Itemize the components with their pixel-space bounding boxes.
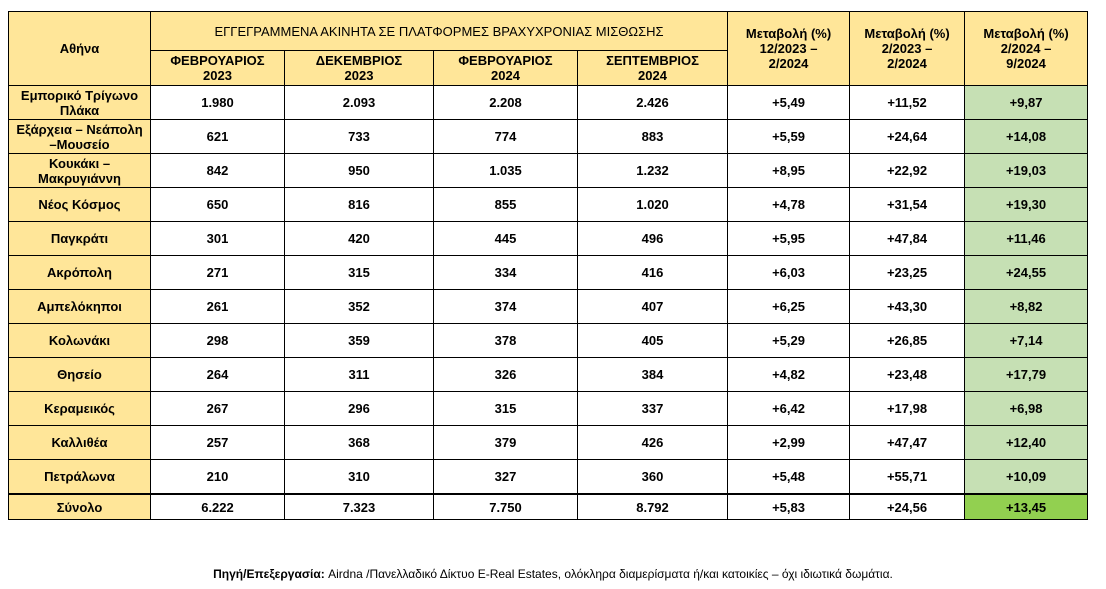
- change-header-range2: 2/2024: [768, 56, 809, 71]
- value-feb-2023: 264: [151, 358, 285, 392]
- value-feb-2024: 774: [434, 120, 578, 154]
- value-feb-2024: 2.208: [434, 86, 578, 120]
- table-body: [9, 86, 1088, 520]
- change-feb23-feb24: +11,52: [850, 86, 965, 120]
- change-feb24-sep24: +19,03: [965, 154, 1088, 188]
- change-header-label: Μεταβολή (%): [745, 26, 832, 41]
- value-feb-2024: 315: [434, 392, 578, 426]
- value-feb-2023: 621: [151, 120, 285, 154]
- area-name: Κουκάκι – Μακρυγιάννη: [9, 154, 151, 188]
- value-dec-2023: 296: [285, 392, 434, 426]
- value-dec-2023: 368: [285, 426, 434, 460]
- change-dec23-feb24: +5,95: [728, 222, 850, 256]
- value-dec-2023: 310: [285, 460, 434, 495]
- value-feb-2023: 6.222: [151, 494, 285, 520]
- value-feb-2024: 379: [434, 426, 578, 460]
- change-header-range2: 9/2024: [1006, 56, 1046, 71]
- area-name: Παγκράτι: [9, 222, 151, 256]
- value-dec-2023: 359: [285, 324, 434, 358]
- period-year: 2024: [638, 68, 667, 83]
- rental-listings-table: [8, 11, 1088, 520]
- period-header-4: [578, 51, 728, 86]
- change-feb23-feb24: +23,48: [850, 358, 965, 392]
- value-sep-2024: 2.426: [578, 86, 728, 120]
- value-sep-2024: 416: [578, 256, 728, 290]
- value-feb-2023: 271: [151, 256, 285, 290]
- change-dec23-feb24: +4,82: [728, 358, 850, 392]
- change-header-2: [850, 12, 965, 86]
- change-header-range: 2/2023 –: [881, 41, 933, 56]
- value-feb-2023: 1.980: [151, 86, 285, 120]
- period-month: ΦΕΒΡΟΥΑΡΙΟΣ: [458, 53, 553, 68]
- change-feb24-sep24: +8,82: [965, 290, 1088, 324]
- change-feb24-sep24: +10,09: [965, 460, 1088, 495]
- change-dec23-feb24: +6,25: [728, 290, 850, 324]
- change-feb24-sep24: +11,46: [965, 222, 1088, 256]
- area-name: Εμπορικό Τρίγωνο Πλάκα: [9, 86, 151, 120]
- area-name: Εξάρχεια – Νεάπολη –Μουσείο: [9, 120, 151, 154]
- change-feb24-sep24: +12,40: [965, 426, 1088, 460]
- value-feb-2023: 301: [151, 222, 285, 256]
- corner-header: Αθήνα: [9, 12, 151, 86]
- value-feb-2024: 327: [434, 460, 578, 495]
- table-row: [9, 290, 1088, 324]
- value-feb-2024: 374: [434, 290, 578, 324]
- change-header-3: [965, 12, 1088, 86]
- change-feb23-feb24: +24,64: [850, 120, 965, 154]
- source-footnote: [0, 567, 1106, 581]
- footnote-label: Πηγή/Επεξεργασία:: [213, 567, 325, 581]
- change-dec23-feb24: +5,59: [728, 120, 850, 154]
- change-feb24-sep24: +13,45: [965, 494, 1088, 520]
- table-row: [9, 86, 1088, 120]
- footnote-text: Airdna /Πανελλαδικό Δίκτυο E-Real Estates, ολόκληρα διαμερίσματα ή/και κατοικίες – όχι ιδιωτικά δωμάτια.: [324, 567, 893, 581]
- value-sep-2024: 1.020: [578, 188, 728, 222]
- change-feb24-sep24: +24,55: [965, 256, 1088, 290]
- change-feb23-feb24: +17,98: [850, 392, 965, 426]
- table-row: [9, 324, 1088, 358]
- area-name: Πετράλωνα: [9, 460, 151, 495]
- change-feb24-sep24: +9,87: [965, 86, 1088, 120]
- change-dec23-feb24: +5,29: [728, 324, 850, 358]
- period-header-2: [285, 51, 434, 86]
- change-dec23-feb24: +5,83: [728, 494, 850, 520]
- period-header-3: [434, 51, 578, 86]
- period-header-1: [151, 51, 285, 86]
- change-feb24-sep24: +19,30: [965, 188, 1088, 222]
- change-feb24-sep24: +7,14: [965, 324, 1088, 358]
- change-dec23-feb24: +5,48: [728, 460, 850, 495]
- change-feb23-feb24: +47,47: [850, 426, 965, 460]
- change-feb23-feb24: +24,56: [850, 494, 965, 520]
- change-feb24-sep24: +14,08: [965, 120, 1088, 154]
- value-feb-2023: 267: [151, 392, 285, 426]
- change-dec23-feb24: +6,42: [728, 392, 850, 426]
- table-row: [9, 460, 1088, 495]
- value-dec-2023: 315: [285, 256, 434, 290]
- value-sep-2024: 496: [578, 222, 728, 256]
- value-dec-2023: 311: [285, 358, 434, 392]
- period-month: ΣΕΠΤΕΜΒΡΙΟΣ: [606, 53, 699, 68]
- value-sep-2024: 337: [578, 392, 728, 426]
- change-header-label: Μεταβολή (%): [864, 26, 950, 41]
- change-feb23-feb24: +31,54: [850, 188, 965, 222]
- value-dec-2023: 420: [285, 222, 434, 256]
- area-name: Σύνολο: [9, 494, 151, 520]
- change-feb23-feb24: +43,30: [850, 290, 965, 324]
- period-month: ΦΕΒΡΟΥΑΡΙΟΣ: [170, 53, 265, 68]
- change-dec23-feb24: +5,49: [728, 86, 850, 120]
- area-name: Κεραμεικός: [9, 392, 151, 426]
- value-feb-2024: 326: [434, 358, 578, 392]
- table-row: [9, 426, 1088, 460]
- value-sep-2024: 360: [578, 460, 728, 495]
- value-sep-2024: 1.232: [578, 154, 728, 188]
- value-dec-2023: 733: [285, 120, 434, 154]
- change-header-1: [728, 12, 850, 86]
- table-row: [9, 392, 1088, 426]
- change-feb23-feb24: +22,92: [850, 154, 965, 188]
- value-dec-2023: 7.323: [285, 494, 434, 520]
- area-name: Καλλιθέα: [9, 426, 151, 460]
- value-sep-2024: 8.792: [578, 494, 728, 520]
- value-sep-2024: 384: [578, 358, 728, 392]
- change-header-range2: 2/2024: [887, 56, 927, 71]
- change-dec23-feb24: +6,03: [728, 256, 850, 290]
- area-name: Θησείο: [9, 358, 151, 392]
- value-feb-2023: 298: [151, 324, 285, 358]
- change-header-range: 12/2023 –: [759, 41, 818, 56]
- value-dec-2023: 352: [285, 290, 434, 324]
- change-feb23-feb24: +55,71: [850, 460, 965, 495]
- table-row: [9, 154, 1088, 188]
- table-row: [9, 358, 1088, 392]
- change-feb24-sep24: +17,79: [965, 358, 1088, 392]
- value-feb-2023: 842: [151, 154, 285, 188]
- change-feb23-feb24: +26,85: [850, 324, 965, 358]
- value-feb-2023: 650: [151, 188, 285, 222]
- change-dec23-feb24: +2,99: [728, 426, 850, 460]
- area-name: Ακρόπολη: [9, 256, 151, 290]
- change-header-range: 2/2024 –: [1000, 41, 1052, 56]
- area-name: Νέος Κόσμος: [9, 188, 151, 222]
- value-feb-2024: 334: [434, 256, 578, 290]
- value-sep-2024: 883: [578, 120, 728, 154]
- value-sep-2024: 426: [578, 426, 728, 460]
- change-dec23-feb24: +4,78: [728, 188, 850, 222]
- value-feb-2023: 261: [151, 290, 285, 324]
- change-header-label: Μεταβολή (%): [983, 26, 1069, 41]
- period-year: 2023: [344, 68, 374, 83]
- change-feb23-feb24: +47,84: [850, 222, 965, 256]
- total-row: [9, 494, 1088, 520]
- value-sep-2024: 407: [578, 290, 728, 324]
- change-dec23-feb24: +8,95: [728, 154, 850, 188]
- value-feb-2024: 378: [434, 324, 578, 358]
- value-feb-2024: 445: [434, 222, 578, 256]
- value-feb-2023: 257: [151, 426, 285, 460]
- table-row: [9, 120, 1088, 154]
- period-year: 2024: [491, 68, 520, 83]
- table-row: [9, 222, 1088, 256]
- value-dec-2023: 950: [285, 154, 434, 188]
- area-name: Κολωνάκι: [9, 324, 151, 358]
- value-feb-2024: 855: [434, 188, 578, 222]
- value-feb-2024: 1.035: [434, 154, 578, 188]
- value-feb-2023: 210: [151, 460, 285, 495]
- table-row: [9, 256, 1088, 290]
- value-dec-2023: 2.093: [285, 86, 434, 120]
- value-feb-2024: 7.750: [434, 494, 578, 520]
- group-header: ΕΓΓΕΓΡΑΜΜΕΝΑ ΑΚΙΝΗΤΑ ΣΕ ΠΛΑΤΦΟΡΜΕΣ ΒΡΑΧΥΧΡΟΝΙΑΣ ΜΙΣΘΩΣΗΣ: [151, 12, 728, 51]
- area-name: Αμπελόκηποι: [9, 290, 151, 324]
- change-feb24-sep24: +6,98: [965, 392, 1088, 426]
- value-dec-2023: 816: [285, 188, 434, 222]
- period-month: ΔΕΚΕΜΒΡΙΟΣ: [315, 53, 403, 68]
- value-sep-2024: 405: [578, 324, 728, 358]
- change-feb23-feb24: +23,25: [850, 256, 965, 290]
- period-year: 2023: [203, 68, 232, 83]
- table-row: [9, 188, 1088, 222]
